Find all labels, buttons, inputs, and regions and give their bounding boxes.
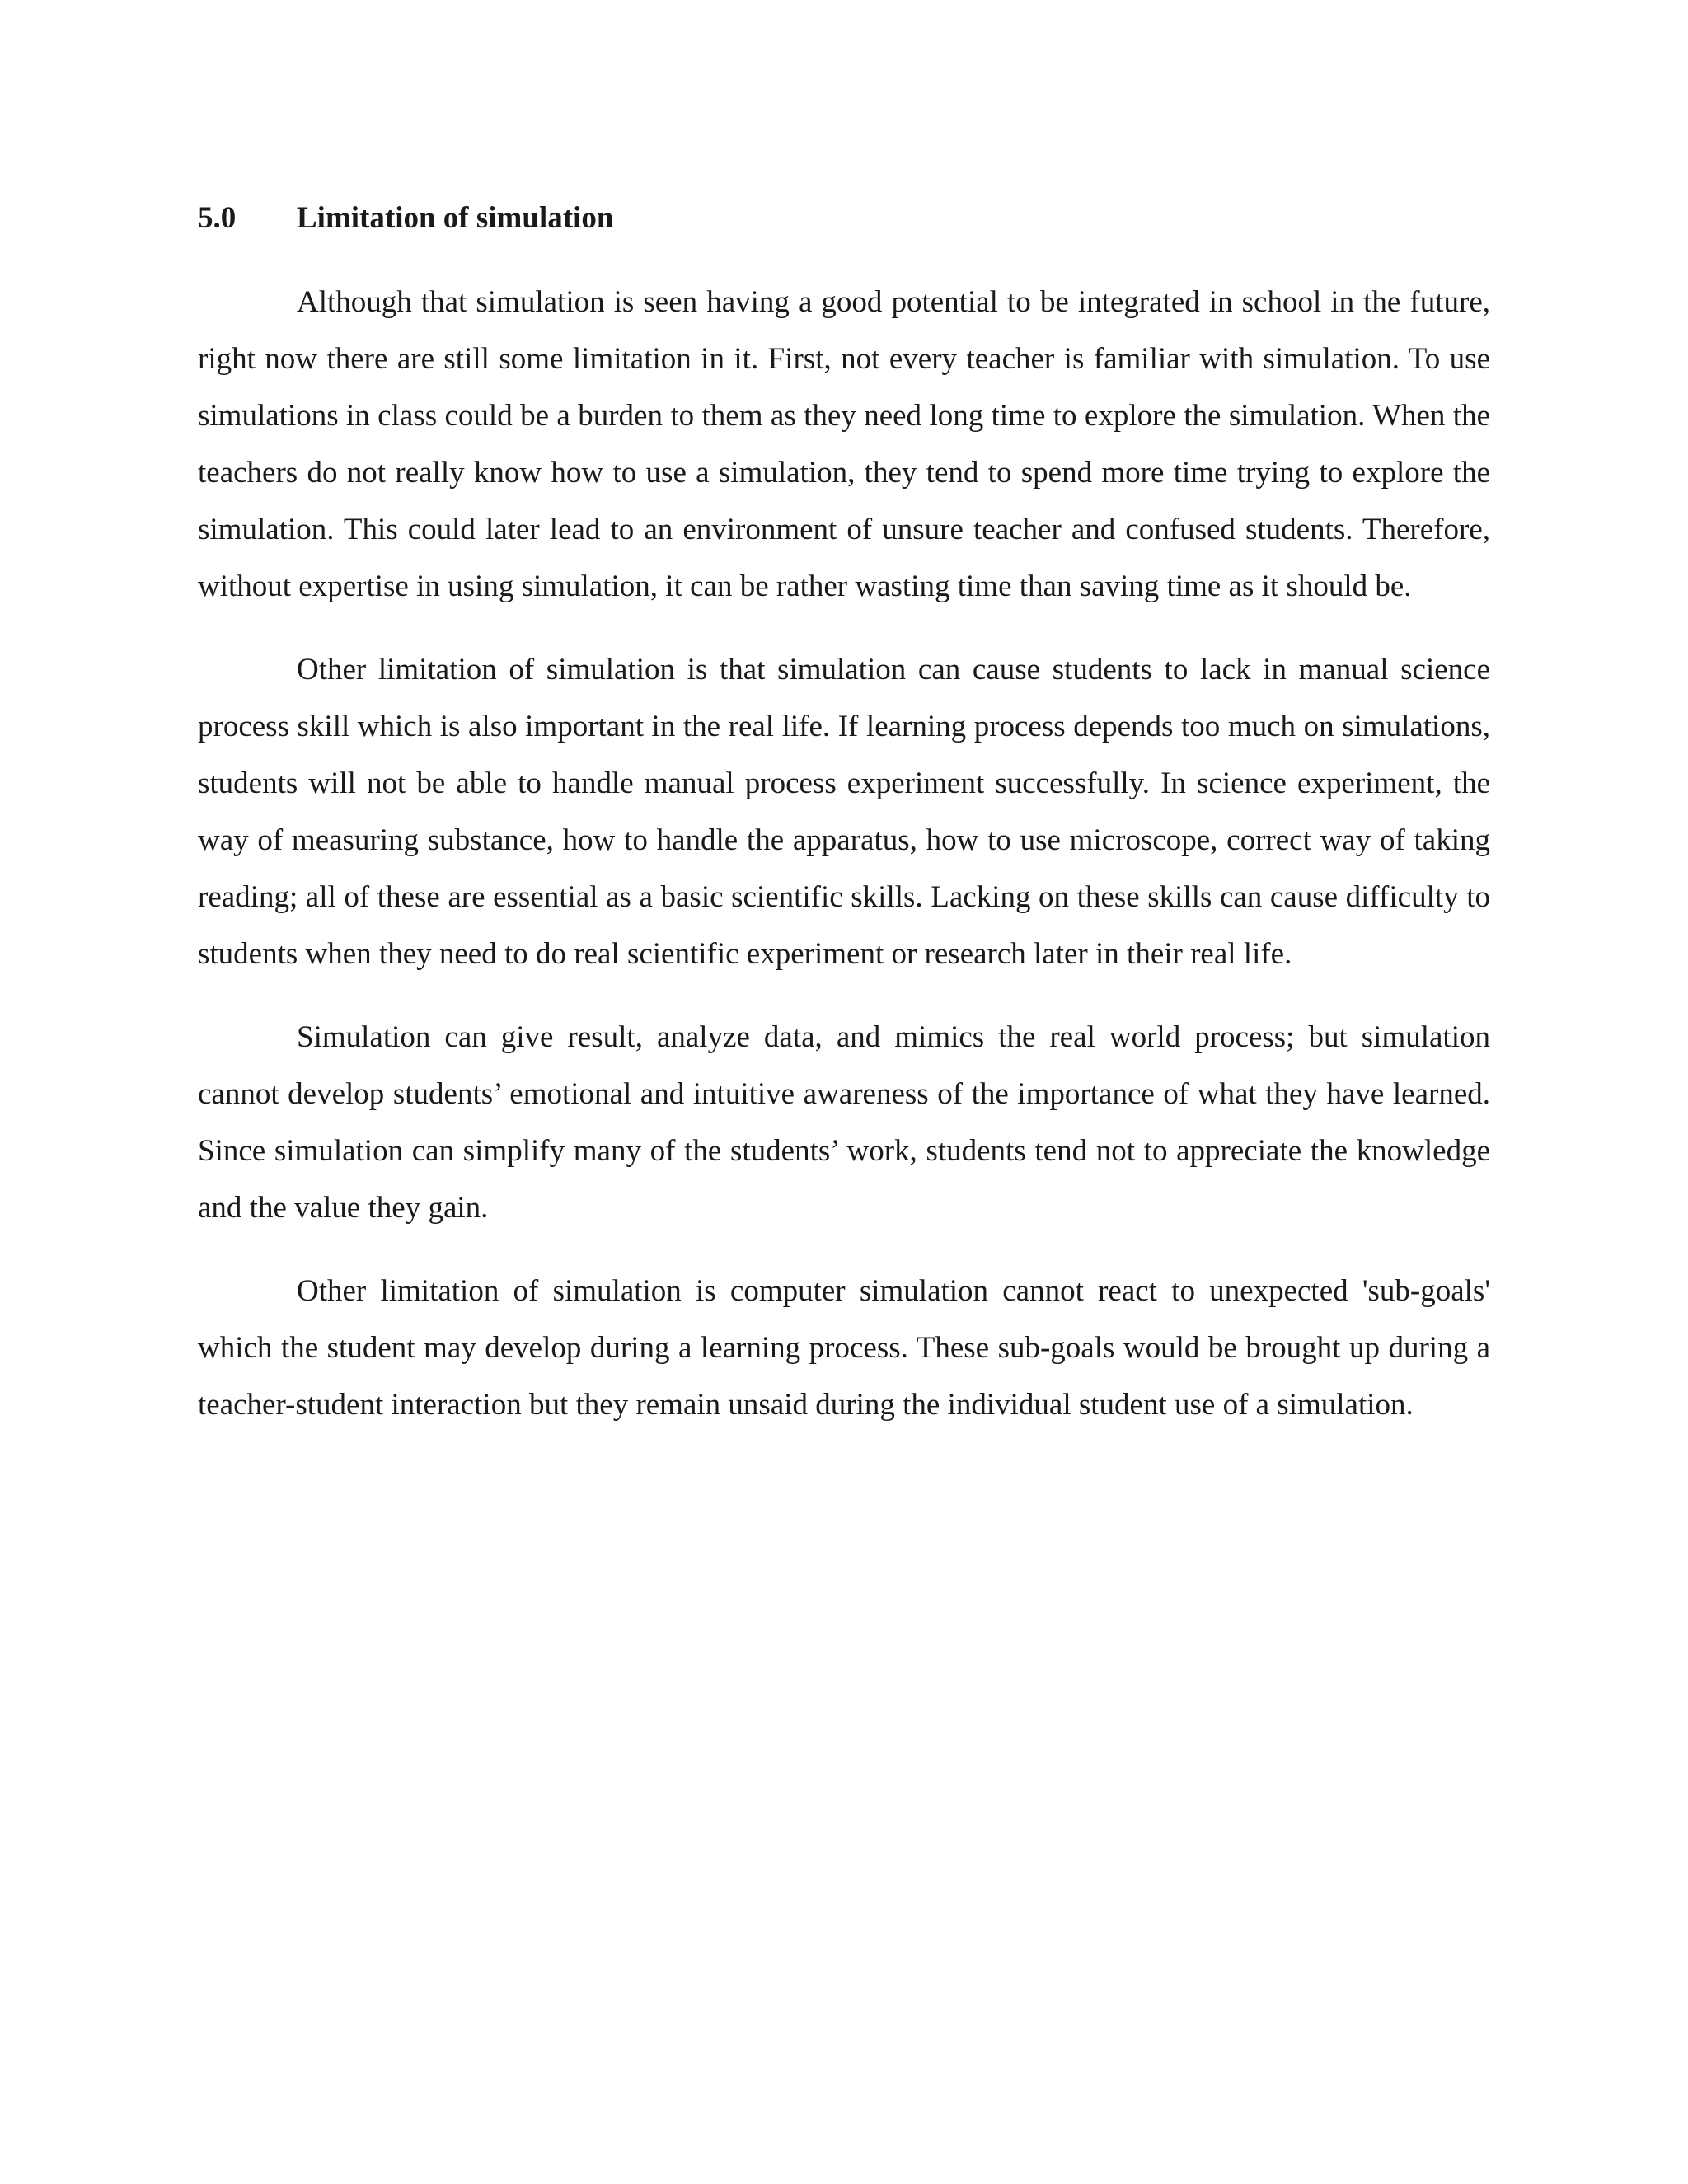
paragraph-emotional-awareness: Simulation can give result, analyze data, and mimics the real world process; but simulation cannot develop students’ emotional and intuitive awareness of the importance of what they have learned. Since simulation can simplify many of the students’ work, students tend not to appreciate the knowledge and the value they gain. <box>198 1020 1490 1225</box>
document-page <box>198 196 1490 1460</box>
section-title: Limitation of simulation <box>297 201 614 235</box>
section-number: 5.0 <box>198 201 237 235</box>
paragraph-teacher-familiarity: Although that simulation is seen having a good potential to be integrated in school in the future, right now there are still some limitation in it. First, not every teacher is familiar with simulation. To use simulations in class could be a burden to them as they need long time to explore the simulation. When the teachers do not really know how to use a simulation, they tend to spend more time trying to explore the simulation. This could later lead to an environment of unsure teacher and confused students. Therefore, without expertise in using simulation, it can be rather wasting time than saving time as it should be. <box>198 285 1490 603</box>
paragraph-sub-goals: Other limitation of simulation is computer simulation cannot react to unexpected 'sub-goals' which the student may develop during a learning process. These sub-goals would be brought up during a teacher-student interaction but they remain unsaid during the individual student use of a simulation. <box>198 1274 1490 1422</box>
paragraph-manual-skills: Other limitation of simulation is that simulation can cause students to lack in manual science process skill which is also important in the real life. If learning process depends too much on simulations, students will not be able to handle manual process experiment successfully. In science experiment, the way of measuring substance, how to handle the apparatus, how to use microscope, correct way of taking reading; all of these are essential as a basic scientific skills. Lacking on these skills can cause difficulty to students when they need to do real scientific experiment or research later in their real life. <box>198 653 1490 971</box>
section-heading <box>198 196 1490 241</box>
